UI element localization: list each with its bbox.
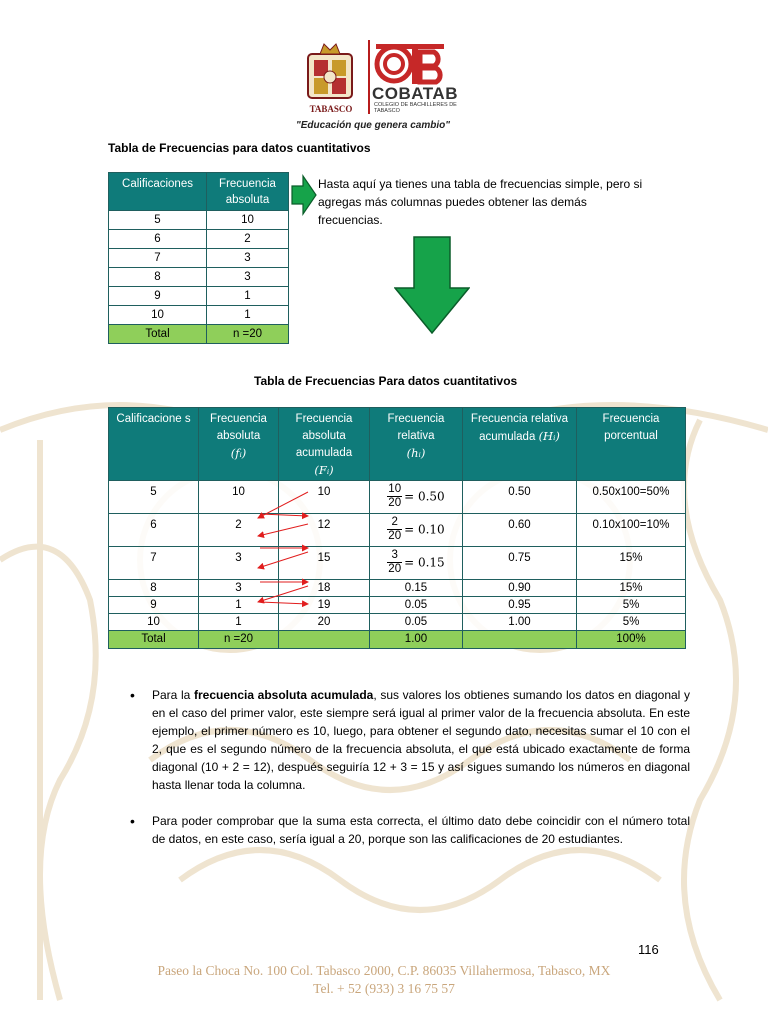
cell-Hi: 0.60 (463, 514, 577, 547)
total-Hi (463, 631, 577, 649)
header-text: Calificacione s (116, 413, 191, 425)
table-row (109, 268, 289, 287)
cell-hi (370, 481, 463, 514)
bullet-text: Para poder comprobar que la suma esta correcta, el último dato debe coincidir con el número total de datos, en este caso, sería igual a 20, porque son las calificaciones de 20 estudiantes. (152, 814, 690, 846)
cell-pct: 5% (577, 597, 686, 614)
cell-cal: 9 (109, 597, 199, 614)
cell: 6 (109, 230, 207, 249)
cell-fi: 1 (199, 597, 279, 614)
fraction-numerator: 3 (387, 549, 402, 563)
table-row (109, 580, 686, 597)
diagonal-arrow (258, 586, 308, 602)
explanation-note: Hasta aquí ya tienes una tabla de frecuencias simple, pero si agregas más columnas puedes obtener las demás frecuencias. (318, 177, 643, 227)
header-symbol: (Hᵢ) (538, 429, 560, 443)
header-calificaciones (109, 408, 199, 481)
cell: 2 (207, 230, 289, 249)
slogan: "Educación que genera cambio" (296, 120, 450, 131)
total-hi: 1.00 (370, 631, 463, 649)
table-row (109, 287, 289, 306)
cell-Fi: 19 (279, 597, 370, 614)
fraction-result: = 0.10 (404, 522, 445, 537)
cell: 3 (207, 268, 289, 287)
cell: 1 (207, 287, 289, 306)
table-header-row (109, 408, 686, 481)
table-row (109, 481, 686, 514)
header-symbol: (hᵢ) (406, 446, 426, 460)
total-fi: n =20 (199, 631, 279, 649)
cell: 5 (109, 211, 207, 230)
header-text: Frecuencia absoluta acumulada (295, 413, 353, 459)
header-divider (368, 40, 370, 114)
total-label: Total (109, 325, 207, 344)
table-total-row (109, 631, 686, 649)
footer-phone: Tel. + 52 (933) 3 16 75 57 (313, 981, 455, 996)
full-frequency-table (108, 407, 686, 649)
simple-frequency-table (108, 172, 289, 344)
fraction-denominator: 20 (388, 497, 402, 509)
cell-Hi: 0.50 (463, 481, 577, 514)
cobatab-logo-icon (374, 42, 446, 86)
header-hi (370, 408, 463, 481)
cell-cal: 7 (109, 547, 199, 580)
header-porcentual (577, 408, 686, 481)
total-label: Total (109, 631, 199, 649)
table-row (109, 614, 686, 631)
header-symbol: (Fᵢ) (314, 463, 334, 477)
table-row (109, 514, 686, 547)
header-calificaciones: Calificaciones (109, 173, 207, 211)
bullet-text: Para la (152, 688, 194, 702)
fraction (387, 516, 402, 543)
cell-fi: 3 (199, 547, 279, 580)
cell-pct: 15% (577, 580, 686, 597)
cell-cal: 10 (109, 614, 199, 631)
header-text: Frecuencia absoluta (210, 413, 267, 442)
cell: 7 (109, 249, 207, 268)
header-text: Frecuencia porcentual (602, 413, 660, 442)
fraction-denominator: 20 (388, 563, 402, 575)
header-Fi (279, 408, 370, 481)
table-total-row (109, 325, 289, 344)
cell-Hi: 0.95 (463, 597, 577, 614)
bullet-emphasis: frecuencia absoluta acumulada (193, 688, 374, 702)
table-row (109, 306, 289, 325)
fraction-result: = 0.15 (404, 555, 445, 570)
horizontal-arrow (260, 514, 308, 516)
footer-address: Paseo la Choca No. 100 Col. Tabasco 2000, C.P. 86035 Villahermosa, Tabasco, MX (157, 963, 611, 978)
cell-hi: 0.15 (370, 580, 463, 597)
fraction-numerator: 2 (387, 516, 402, 530)
cell-hi (370, 514, 463, 547)
tabasco-seal-icon (300, 40, 360, 102)
cell-pct: 15% (577, 547, 686, 580)
cell-Hi: 0.75 (463, 547, 577, 580)
total-Fi (279, 631, 370, 649)
cell: 1 (207, 306, 289, 325)
cell-Fi: 10 (279, 481, 370, 514)
diagonal-arrow (258, 524, 308, 536)
fraction-result: = 0.50 (404, 489, 445, 504)
diagonal-arrow (258, 552, 308, 568)
cell-hi: 0.05 (370, 597, 463, 614)
table-row (109, 211, 289, 230)
cell-fi: 3 (199, 580, 279, 597)
cell-cal: 6 (109, 514, 199, 547)
cell: 10 (207, 211, 289, 230)
cobatab-name: COBATAB (372, 84, 458, 103)
cell-Fi: 20 (279, 614, 370, 631)
cell-hi (370, 547, 463, 580)
page-number: 116 (638, 942, 659, 957)
header-text: Frecuencia relativa (387, 413, 445, 442)
bullet-item (130, 812, 690, 848)
cell: 10 (109, 306, 207, 325)
cell: 3 (207, 249, 289, 268)
cell-pct: 5% (577, 614, 686, 631)
table1-title: Tabla de Frecuencias para datos cuantitativos (108, 141, 371, 155)
total-value: n =20 (207, 325, 289, 344)
total-pct: 100% (577, 631, 686, 649)
tabasco-label: TABASCO (309, 104, 353, 114)
cell-Hi: 1.00 (463, 614, 577, 631)
cell: 9 (109, 287, 207, 306)
right-arrow-icon (291, 174, 317, 216)
table-row (109, 597, 686, 614)
cell-cal: 5 (109, 481, 199, 514)
cell-fi: 1 (199, 614, 279, 631)
table-row (109, 249, 289, 268)
table2-title: Tabla de Frecuencias Para datos cuantitativos (254, 374, 518, 388)
cell-fi: 2 (199, 514, 279, 547)
header-fi (199, 408, 279, 481)
bullet-item (130, 686, 690, 794)
cell-hi: 0.05 (370, 614, 463, 631)
footer (0, 962, 768, 998)
cell: 8 (109, 268, 207, 287)
cell-pct: 0.10x100=10% (577, 514, 686, 547)
fraction-numerator: 10 (388, 483, 402, 495)
explanation-bullets (130, 686, 690, 866)
cell-fi: 10 (199, 481, 279, 514)
down-arrow-icon (394, 236, 470, 334)
header-text: Frecuencia relativa acumulada (470, 413, 569, 443)
cell-Fi: 12 (279, 514, 370, 547)
header-symbol: (fᵢ) (230, 446, 247, 460)
fraction (387, 549, 402, 576)
cell-Hi: 0.90 (463, 580, 577, 597)
horizontal-arrow (260, 602, 308, 604)
cell-Fi: 15 (279, 547, 370, 580)
table-row (109, 230, 289, 249)
bullet-text: , sus valores los obtienes sumando los datos en diagonal y en el caso del primer valor, este siempre será igual al primer valor de la frecuencia absoluta. En este ejemplo, el primer número es 10, luego, para obtener el segundo dato, necesitas sumar el 10 con el 2, que es el segundo número de la frecuencia absoluta, el que está ubicado exactamente de forma diagonal (10 + 2 = 12), después seguiría 12 + 3 = 15 y así sigues sumando los números en diagonal hasta llenar toda la columna. (152, 688, 690, 792)
cobatab-fullname: COLEGIO DE BACHILLERES DE TABASCO (374, 102, 457, 114)
cell-Fi: 18 (279, 580, 370, 597)
table-header-row (109, 173, 289, 211)
header-Hi (463, 408, 577, 481)
cell-pct: 0.50x100=50% (577, 481, 686, 514)
accumulation-arrows (240, 488, 340, 618)
fraction-denominator: 20 (388, 530, 402, 542)
cell-cal: 8 (109, 580, 199, 597)
fraction (387, 483, 402, 510)
header-frecuencia-absoluta: Frecuencia absoluta (207, 173, 289, 211)
table-row (109, 547, 686, 580)
